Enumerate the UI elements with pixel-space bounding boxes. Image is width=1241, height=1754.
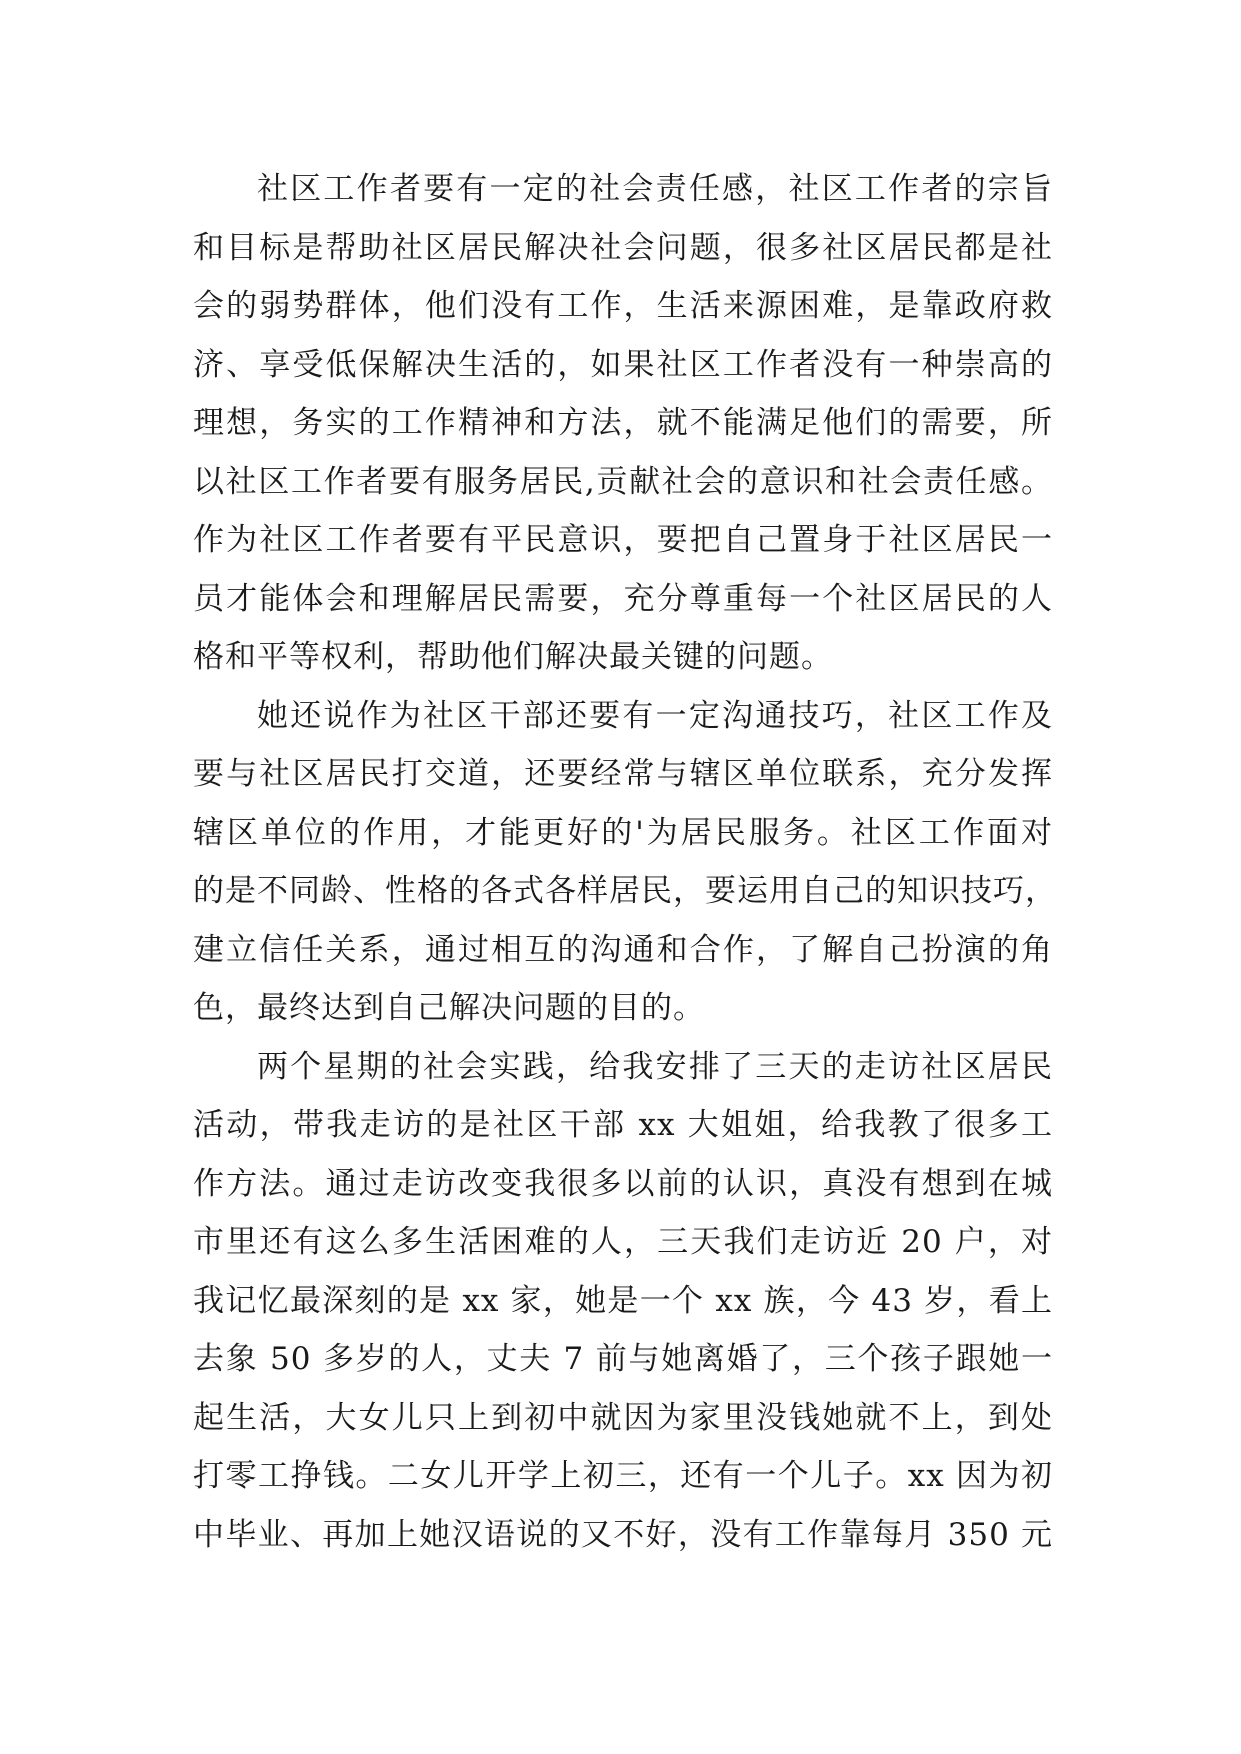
text-line: 的是不同龄、性格的各式各样居民，要运用自己的知识技巧， xyxy=(193,873,1057,909)
text-line: 打零工挣钱。二女儿开学上初三，还有一个儿子。xx 因为初 xyxy=(193,1458,1053,1494)
text-line: 两个星期的社会实践，给我安排了三天的走访社区居民 xyxy=(257,1048,1053,1085)
text-line: 济、享受低保解决生活的，如果社区工作者没有一种崇高的 xyxy=(193,346,1053,383)
text-line: 作为社区工作者要有平民意识，要把自己置身于社区居民一 xyxy=(193,522,1053,558)
text-line: 会的弱势群体，他们没有工作，生活来源困难，是靠政府救 xyxy=(193,288,1053,324)
text-line: 要与社区居民打交道，还要经常与辖区单位联系，充分发挥 xyxy=(193,756,1053,792)
text-line: 中毕业、再加上她汉语说的又不好，没有工作靠每月 350 元 xyxy=(193,1516,1053,1553)
text-line: 和目标是帮助社区居民解决社会问题，很多社区居民都是社 xyxy=(193,229,1053,266)
text-line: 去象 50 多岁的人，丈夫 7 前与她离婚了，三个孩子跟她一 xyxy=(193,1341,1053,1377)
text-line: 员才能体会和理解居民需要，充分尊重每一个社区居民的人 xyxy=(193,580,1053,617)
text-line: 起生活，大女儿只上到初中就因为家里没钱她就不上，到处 xyxy=(193,1399,1053,1436)
text-line: 建立信任关系，通过相互的沟通和合作，了解自己扮演的角 xyxy=(193,931,1053,968)
text-line: 社区工作者要有一定的社会责任感，社区工作者的宗旨 xyxy=(257,171,1053,207)
text-line: 辖区单位的作用，才能更好的'为居民服务。社区工作面对 xyxy=(193,814,1053,851)
text-line: 活动，带我走访的是社区干部 xx 大姐姐，给我教了很多工 xyxy=(193,1107,1053,1143)
text-line: 格和平等权利，帮助他们解决最关键的问题。 xyxy=(193,639,833,675)
text-line: 她还说作为社区干部还要有一定沟通技巧，社区工作及 xyxy=(257,697,1053,734)
text-line: 作方法。通过走访改变我很多以前的认识，真没有想到在城 xyxy=(193,1165,1053,1202)
text-line: 我记忆最深刻的是 xx 家，她是一个 xx 族，今 43 岁，看上 xyxy=(193,1282,1053,1319)
text-line: 市里还有这么多生活困难的人，三天我们走访近 20 户，对 xyxy=(193,1224,1053,1260)
text-line: 以社区工作者要有服务居民,贡献社会的意识和社会责任感。 xyxy=(193,463,1053,500)
text-line: 理想，务实的工作精神和方法，就不能满足他们的需要，所 xyxy=(193,405,1053,441)
body-text xyxy=(193,160,1057,1564)
text-line: 色，最终达到自己解决问题的目的。 xyxy=(193,990,705,1026)
